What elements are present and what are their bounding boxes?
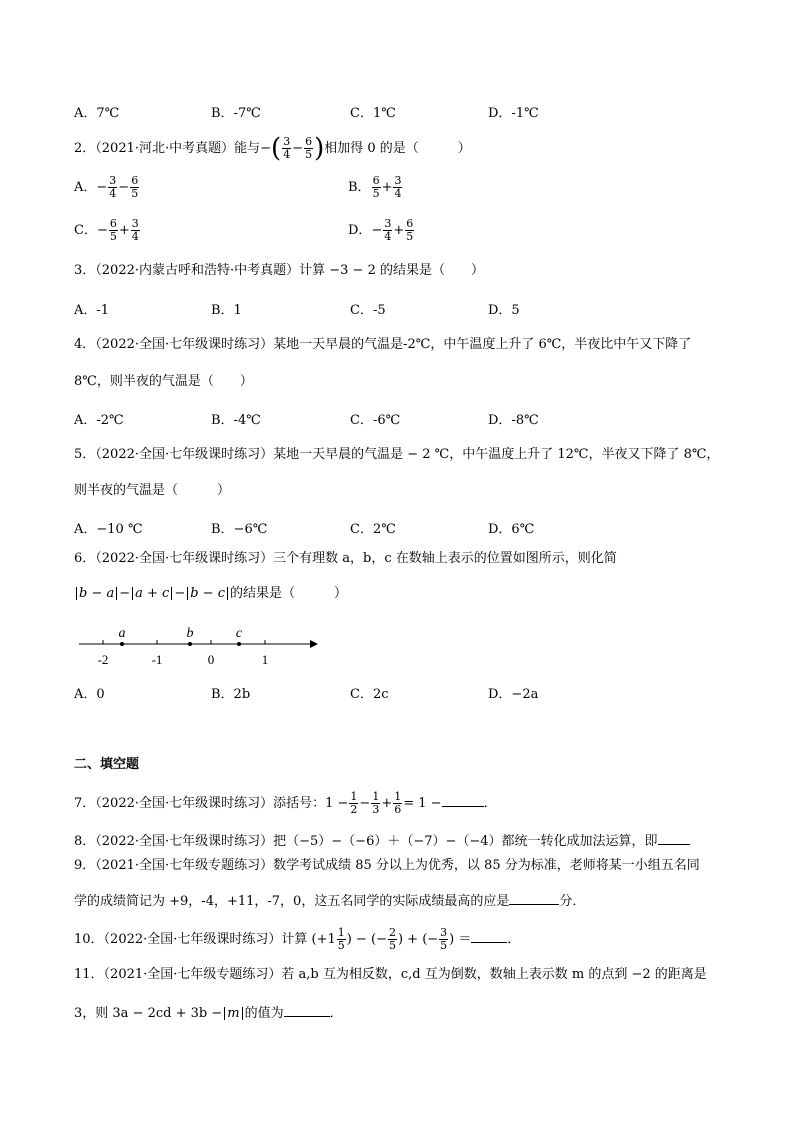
q3-option-a[interactable]: A．-1	[74, 303, 110, 318]
q5-stem-line2: 则半夜的气温是（ ）	[74, 483, 231, 498]
q6-option-c[interactable]: C．2c	[350, 687, 389, 702]
q3-option-b[interactable]: B．1	[211, 303, 242, 318]
q2-neg-sign: −	[260, 141, 272, 156]
q2-right-paren: )	[314, 133, 325, 164]
q10-frac-3: $\frac{3}{5}$	[440, 926, 448, 952]
q5-option-b[interactable]: B．−6℃	[211, 522, 268, 537]
tick-label-1: 1	[261, 652, 269, 667]
q6-stem-line1: 6．（2022·全国·七年级课时练习）三个有理数 a，b，c 在数轴上表示的位置如图所示，则化简	[74, 551, 617, 566]
q2-option-d[interactable]: D．− $\frac{3}{4}$ + $\frac{6}{5}$	[348, 217, 414, 243]
q4-option-a[interactable]: A．-2℃	[74, 413, 124, 428]
q7-answer-blank[interactable]	[442, 792, 484, 807]
q6-suffix: 的结果是（ ）	[230, 586, 348, 601]
q4-option-b[interactable]: B．-4℃	[211, 413, 261, 428]
q9-stem-line1: 9．（2021·全国·七年级专题练习）数学考试成绩 85 分以上为优秀，以 85 分为标准，老师将某一小组五名同	[74, 858, 700, 873]
q9-stem-line2: 学的成绩简记为 +9，-4，+11，-7，0，这五名同学的实际成绩最高的应是 分．	[74, 890, 585, 911]
q2-frac-2: $\frac{6}{5}$	[305, 135, 313, 161]
tick-label-neg2: -2	[97, 652, 109, 667]
q5-options	[74, 518, 754, 536]
q6-abs-3: b − c	[187, 587, 228, 600]
q2-left-paren: (	[271, 133, 282, 164]
q4-options	[74, 409, 754, 427]
q6-option-a[interactable]: A．0	[74, 687, 105, 702]
q10-stem: 10．（2022·全国·七年级课时练习）计算 (+1 $\frac{1}{5}$ ) − (− $\frac{2}{5}$ ) + (− $\frac{3}{5}$ ) ＝ ．	[74, 926, 521, 952]
tick-label-0: 0	[207, 652, 215, 667]
q10-answer-blank[interactable]	[471, 928, 507, 943]
q1-option-d[interactable]: D．-1℃	[488, 106, 539, 121]
point-label-a: a	[118, 626, 126, 641]
tick-label-neg1: -1	[151, 652, 163, 667]
number-line-arrow-icon	[310, 640, 318, 648]
q5-stem-line1: 5．（2022·全国·七年级课时练习）某地一天早晨的气温是 − 2 ℃，中午温度上升了 12℃，半夜又下降了 8℃，	[74, 447, 720, 462]
q3-options	[74, 299, 754, 317]
q6-stem-line2: b − a − a + c − b − c 的结果是（ ）	[74, 585, 347, 603]
q1-options	[74, 102, 754, 120]
q10-frac-2: $\frac{2}{5}$	[388, 926, 396, 952]
q7-stem: 7．（2022·全国·七年级课时练习）添括号：1 − $\frac{1}{2}$ − $\frac{1}{3}$ + $\frac{1}{6}$ = 1 − ．	[74, 790, 497, 816]
q6-option-b[interactable]: B．2b	[211, 687, 251, 702]
point-c	[237, 642, 241, 646]
q1-option-b[interactable]: B．-7℃	[211, 106, 261, 121]
q11-abs-m: m	[224, 1007, 242, 1020]
q4-stem-line2: 8℃，则半夜的气温是（ ）	[74, 374, 253, 389]
q2-prefix: 2．（2021·河北·中考真题）能与	[74, 141, 261, 156]
q2-option-b[interactable]: B． $\frac{6}{5}$ + $\frac{3}{4}$	[348, 174, 402, 200]
q7-frac-3: $\frac{1}{6}$	[394, 790, 402, 816]
q11-stem-line2: 3，则 3a − 2cd + 3b − m 的值为 ．	[74, 1002, 343, 1023]
q2-suffix: 相加得 0 的是（ ）	[324, 141, 471, 156]
q10-frac-1: $\frac{1}{5}$	[337, 926, 345, 952]
q2-option-c[interactable]: C．− $\frac{6}{5}$ + $\frac{3}{4}$	[74, 217, 139, 243]
q6-option-d[interactable]: D．−2a	[488, 687, 539, 702]
q11-answer-blank[interactable]	[284, 1002, 330, 1017]
q6-abs-1: b − a	[76, 587, 117, 600]
point-a	[120, 642, 124, 646]
q8-answer-blank[interactable]	[658, 830, 690, 845]
point-label-b: b	[186, 626, 194, 641]
q6-options	[74, 683, 754, 701]
q5-option-c[interactable]: C．2℃	[350, 522, 396, 537]
q4-option-d[interactable]: D．-8℃	[488, 413, 539, 428]
q5-option-d[interactable]: D．6℃	[488, 522, 535, 537]
number-line-figure	[74, 620, 324, 670]
q8-stem: 8．（2022·全国·七年级课时练习）把（−5）−（−6）＋（−7）−（−4）都统一转化成加法运算，即	[74, 830, 690, 851]
q4-stem-line1: 4．（2022·全国·七年级课时练习）某地一天早晨的气温是-2℃，中午温度上升了 6℃，半夜比中午又下降了	[74, 337, 692, 352]
q3-stem: 3．（2022·内蒙古呼和浩特·中考真题）计算 −3 − 2 的结果是（ ）	[74, 263, 484, 278]
q1-option-c[interactable]: C．1℃	[350, 106, 396, 121]
q2-stem	[74, 133, 471, 164]
point-label-c: c	[235, 626, 243, 641]
q6-abs-2: a + c	[132, 587, 172, 600]
q9-answer-blank[interactable]	[509, 890, 559, 905]
q7-frac-2: $\frac{1}{3}$	[372, 790, 380, 816]
q2-minus: −	[292, 141, 304, 156]
q7-frac-1: $\frac{1}{2}$	[350, 790, 358, 816]
point-b	[188, 642, 192, 646]
q5-option-a[interactable]: A．−10 ℃	[74, 522, 143, 537]
q1-option-a[interactable]: A．7℃	[74, 106, 120, 121]
q11-stem-line1: 11．（2021·全国·七年级专题练习）若 a,b 互为相反数，c,d 互为倒数，数轴上表示数 m 的点到 −2 的距离是	[74, 967, 707, 982]
q2-frac-1: $\frac{3}{4}$	[283, 135, 291, 161]
section-heading: 二、填空题	[74, 757, 140, 772]
q4-option-c[interactable]: C．-6℃	[350, 413, 401, 428]
q3-option-d[interactable]: D．5	[488, 303, 520, 318]
q2-option-a[interactable]: A．− $\frac{3}{4}$ − $\frac{6}{5}$	[74, 174, 139, 200]
q3-option-c[interactable]: C．-5	[350, 303, 386, 318]
